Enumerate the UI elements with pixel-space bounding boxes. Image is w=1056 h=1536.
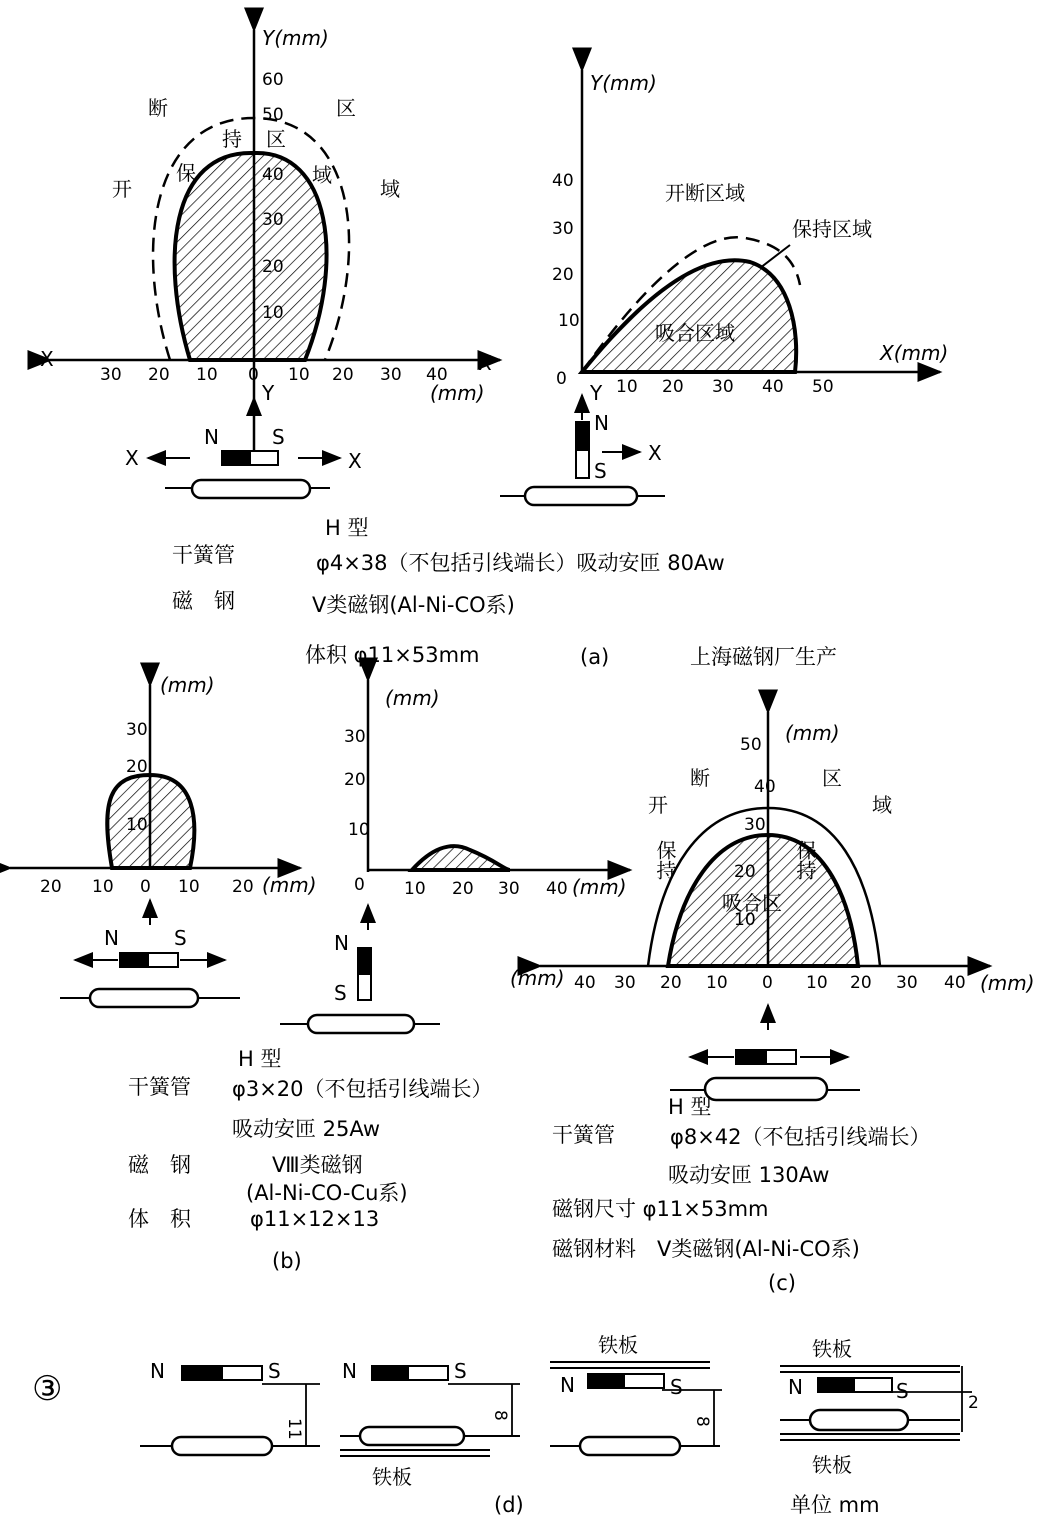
- region-char: 区: [336, 96, 356, 120]
- magnet-north: [818, 1378, 854, 1392]
- maker-label: 上海磁钢厂生产: [690, 645, 837, 669]
- reed-switch: [525, 487, 637, 505]
- magnet-north: [736, 1050, 766, 1064]
- circled-number: ③: [32, 1369, 63, 1409]
- origin-label: 0: [248, 365, 259, 385]
- axis-unit-right: (mm): [980, 971, 1035, 995]
- y-tick: 40: [262, 165, 284, 185]
- origin-label: 0: [556, 369, 567, 389]
- iron-label: 铁板: [598, 1333, 638, 1357]
- type-label: H 型: [238, 1047, 282, 1071]
- magnet-spec2: (Al-Ni-CO-Cu系): [246, 1181, 408, 1205]
- x-letter: X: [348, 449, 362, 473]
- x-tick: 20: [40, 877, 62, 897]
- y-tick: 40: [552, 171, 574, 191]
- caption-b: (b): [272, 1249, 302, 1273]
- y-tick: 20: [344, 770, 366, 790]
- y-tick: 40: [754, 777, 776, 797]
- size-spec: 磁钢尺寸 φ11×53mm: [552, 1197, 769, 1221]
- reed-spec: φ3×20（不包括引线端长）: [232, 1077, 493, 1101]
- magnet-label: 磁 钢: [172, 589, 235, 613]
- magnet-north: [358, 948, 371, 974]
- x-tick: 20: [850, 973, 872, 993]
- panel-b-left-chart: [10, 673, 317, 1007]
- region-char: 区: [266, 127, 286, 151]
- y-tick: 10: [558, 311, 580, 331]
- volume-spec: 体积 φ11×53mm: [305, 643, 480, 667]
- region-char: 断: [148, 96, 168, 120]
- y-tick: 10: [126, 815, 148, 835]
- magnet-north: [222, 451, 250, 465]
- magnet-s: S: [454, 1359, 467, 1383]
- magnet-south: [624, 1374, 664, 1388]
- caption-c: (c): [768, 1271, 796, 1295]
- dim-8: 8: [692, 1416, 712, 1427]
- axis-unit: (mm): [385, 686, 440, 710]
- hold-left-label: 保持: [653, 840, 677, 880]
- x-tick: 30: [498, 879, 520, 899]
- panel-a-spec: [172, 516, 837, 669]
- magnet-n: N: [104, 926, 119, 950]
- hold-region-label: 保持区域: [792, 217, 872, 241]
- magnet-south: [576, 450, 589, 478]
- hold-right-label: 保持: [793, 840, 817, 880]
- magnet-north: [120, 953, 148, 967]
- magnet-spec: Ⅷ类磁钢: [272, 1153, 363, 1177]
- magnet-s: S: [594, 459, 607, 483]
- x-tick: 30: [614, 973, 636, 993]
- x-tick: 30: [896, 973, 918, 993]
- panel-d: [32, 1333, 979, 1517]
- panel-a-left-chart: [40, 26, 500, 498]
- caption-a: (a): [580, 645, 610, 669]
- x-tick: 40: [944, 973, 966, 993]
- x-tick: 40: [762, 377, 784, 397]
- x-tick: 10: [806, 973, 828, 993]
- magnet-south: [250, 451, 278, 465]
- x-tick: 30: [100, 365, 122, 385]
- x-tick: 20: [148, 365, 170, 385]
- x-tick: 20: [660, 973, 682, 993]
- x-tick: 10: [288, 365, 310, 385]
- x-tick: 10: [404, 879, 426, 899]
- x-tick: 0: [140, 877, 151, 897]
- pull-in-region: [107, 775, 194, 868]
- panel-c-chart: [510, 712, 1035, 1100]
- y-tick: 50: [740, 735, 762, 755]
- magnet-south: [766, 1050, 796, 1064]
- x-tick: 30: [712, 377, 734, 397]
- reed-switch: [308, 1015, 414, 1033]
- open-region-label: 开断区域: [665, 181, 745, 205]
- x-tick: 10: [196, 365, 218, 385]
- volume-label: 体 积: [128, 1207, 191, 1231]
- pull-in-region: [412, 846, 510, 870]
- y-tick: 10: [348, 820, 370, 840]
- magnet-n: N: [342, 1359, 357, 1383]
- region-char: 持: [222, 127, 242, 151]
- magnet-n: N: [150, 1359, 165, 1383]
- y-tick: 20: [126, 757, 148, 777]
- x-tick: 10: [178, 877, 200, 897]
- dim-2: 2: [968, 1393, 979, 1413]
- y-axis-label: Y(mm): [262, 26, 329, 50]
- region-char: 域: [872, 793, 892, 817]
- y-tick: 30: [744, 815, 766, 835]
- axis-unit: (mm): [785, 721, 840, 745]
- material-spec: 磁钢材料 Ⅴ类磁钢(Al-Ni-CO系): [552, 1237, 860, 1261]
- magnet-s: S: [896, 1379, 909, 1403]
- iron-label: 铁板: [812, 1337, 852, 1361]
- region-char: 断: [690, 766, 710, 790]
- region-char: 保: [176, 161, 196, 185]
- reed-label: 干簧管: [172, 543, 235, 567]
- x-letter-right: X: [478, 351, 492, 375]
- axis-unit: (mm): [262, 873, 317, 897]
- x-tick: 40: [574, 973, 596, 993]
- reed-label: 干簧管: [552, 1123, 615, 1147]
- panel-b-spec: [128, 1047, 493, 1273]
- x-tick: 40: [546, 879, 568, 899]
- x-letter: X: [648, 441, 662, 465]
- y-tick: 20: [262, 257, 284, 277]
- x-tick: 10: [616, 377, 638, 397]
- reed-spec: φ4×38（不包括引线端长）吸动安匝 80Aw: [316, 551, 725, 575]
- pull-in-region: [582, 260, 796, 372]
- region-char: 开: [112, 177, 132, 201]
- y-tick: 50: [262, 105, 284, 125]
- reed-spec: φ8×42（不包括引线端长）: [670, 1125, 931, 1149]
- magnet-label: 磁 钢: [128, 1153, 191, 1177]
- reed-switch: [580, 1437, 680, 1455]
- reed-switch: [90, 989, 198, 1007]
- magnet-north: [372, 1366, 408, 1380]
- magnet-n: N: [560, 1373, 575, 1397]
- magnet-s: S: [670, 1375, 683, 1399]
- magnet-n: N: [204, 425, 219, 449]
- x-tick: 50: [812, 377, 834, 397]
- axis-unit: (mm): [160, 673, 215, 697]
- origin-label: 0: [762, 973, 773, 993]
- axis-unit: (mm): [572, 875, 627, 899]
- y-tick: 30: [344, 727, 366, 747]
- volume-spec: φ11×12×13: [250, 1207, 380, 1231]
- magnet-south: [222, 1366, 262, 1380]
- pull-spec: 吸动安匝 25Aw: [232, 1117, 381, 1141]
- magnet-n: N: [334, 931, 349, 955]
- y-letter: Y: [262, 381, 275, 405]
- type-label: H 型: [325, 516, 369, 540]
- type-label: H 型: [668, 1095, 712, 1119]
- iron-label: 铁板: [372, 1465, 412, 1489]
- y-tick: 20: [552, 265, 574, 285]
- x-tick: 30: [380, 365, 402, 385]
- x-axis-unit: (mm): [430, 381, 485, 405]
- pull-region-label: 吸合区域: [655, 321, 735, 345]
- pull-region-label: 吸合区: [722, 891, 782, 915]
- reed-switch: [810, 1410, 908, 1430]
- x-tick: 10: [92, 877, 114, 897]
- reed-switch: [172, 1437, 272, 1455]
- pull-spec: 吸动安匝 130Aw: [668, 1163, 830, 1187]
- magnet-north: [576, 422, 589, 450]
- panel-c-spec: [552, 1095, 931, 1295]
- magnet-south: [148, 953, 178, 967]
- x-tick: 40: [426, 365, 448, 385]
- panel-a-right-chart: [500, 70, 948, 505]
- x-letter-left: X: [40, 347, 54, 371]
- iron-label: 铁板: [812, 1453, 852, 1477]
- region-char: 区: [822, 766, 842, 790]
- region-char: 域: [312, 163, 332, 187]
- magnet-north: [182, 1366, 222, 1380]
- dim-11: 11: [284, 1418, 304, 1440]
- reed-switch: [192, 480, 310, 498]
- magnet-s: S: [174, 926, 187, 950]
- magnet-spec: Ⅴ类磁钢(Al-Ni-CO系): [312, 593, 515, 617]
- unit-label: 单位 mm: [790, 1493, 880, 1517]
- reed-switch: [360, 1427, 464, 1445]
- x-axis-label: X(mm): [880, 341, 949, 365]
- x-tick: 20: [332, 365, 354, 385]
- x-tick: 0: [354, 875, 365, 895]
- y-tick: 20: [734, 862, 756, 882]
- region-char: 域: [380, 177, 400, 201]
- reed-label: 干簧管: [128, 1075, 191, 1099]
- magnet-s: S: [268, 1359, 281, 1383]
- y-tick: 10: [262, 303, 284, 323]
- reed-switch: [705, 1078, 827, 1100]
- y-tick: 30: [262, 210, 284, 230]
- dim-8: 8: [490, 1410, 510, 1421]
- pull-in-region: [175, 153, 327, 360]
- y-tick: 10: [734, 910, 756, 930]
- x-letter: X: [125, 446, 139, 470]
- magnet-s: S: [334, 981, 347, 1005]
- region-char: 开: [648, 793, 668, 817]
- magnet-s: S: [272, 425, 285, 449]
- y-tick: 60: [262, 70, 284, 90]
- y-tick: 30: [126, 720, 148, 740]
- y-axis-label: Y(mm): [590, 71, 657, 95]
- magnet-south: [358, 974, 371, 1000]
- x-tick: 20: [452, 879, 474, 899]
- magnet-south: [854, 1378, 892, 1392]
- x-tick: 20: [662, 377, 684, 397]
- x-tick: 20: [232, 877, 254, 897]
- axis-unit-left: (mm): [510, 966, 565, 990]
- y-tick: 30: [552, 219, 574, 239]
- caption-d: (d): [494, 1493, 524, 1517]
- y-letter: Y: [590, 381, 603, 405]
- magnet-n: N: [594, 411, 609, 435]
- magnet-north: [588, 1374, 624, 1388]
- magnet-south: [408, 1366, 448, 1380]
- x-tick: 10: [706, 973, 728, 993]
- magnet-n: N: [788, 1375, 803, 1399]
